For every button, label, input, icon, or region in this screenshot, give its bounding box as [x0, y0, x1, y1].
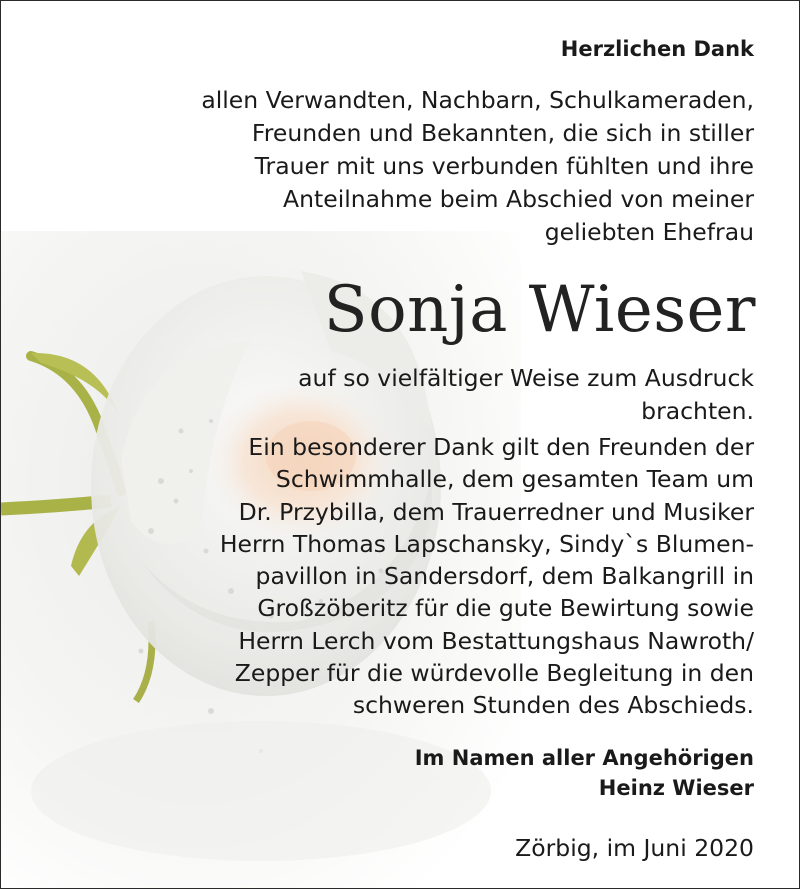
deceased-name: Sonja Wieser	[323, 273, 756, 347]
text-line: schweren Stunden des Abschieds.	[352, 691, 754, 720]
text-line: Herrn Lerch vom Bestattungshaus Nawroth/	[238, 626, 754, 655]
text-line: Dr. Przybilla, dem Trauerredner und Musiker	[238, 497, 754, 526]
text-line: Großzöberitz für die gute Bewirtung sowie	[257, 594, 754, 623]
place-date-line: Zörbig, im Juni 2020	[515, 834, 754, 862]
expression-paragraph	[298, 362, 754, 428]
intro-paragraph	[201, 84, 754, 249]
text-line: Zepper für die würdevolle Begleitung in den	[234, 659, 754, 688]
text-line: Trauer mit uns verbunden fühlten und ihre	[254, 152, 754, 180]
text-line: allen Verwandten, Nachbarn, Schulkameraden,	[201, 86, 754, 114]
text-line: brachten.	[641, 397, 754, 425]
text-line: pavillon in Sandersdorf, dem Balkangrill in	[255, 562, 754, 591]
text-line: Herrn Thomas Lapschansky, Sindy`s Blumen-	[219, 529, 754, 558]
text-line: Schwimmhalle, dem gesamten Team um	[275, 465, 754, 494]
signature-line: Im Namen aller Angehörigen	[414, 746, 754, 770]
thanks-heading: Herzlichen Dank	[560, 37, 754, 61]
signature-block	[415, 743, 754, 803]
text-line: auf so vielfältiger Weise zum Ausdruck	[298, 364, 754, 392]
text-line: Anteilnahme beim Abschied von meiner	[283, 185, 754, 213]
signer-name: Heinz Wieser	[598, 776, 754, 800]
text-line: Ein besonderer Dank gilt den Freunden der	[248, 433, 754, 461]
text-line: Freunden und Bekannten, die sich in stiller	[251, 119, 754, 147]
text-line: geliebten Ehefrau	[544, 218, 754, 246]
special-thanks-paragraph	[220, 431, 754, 722]
